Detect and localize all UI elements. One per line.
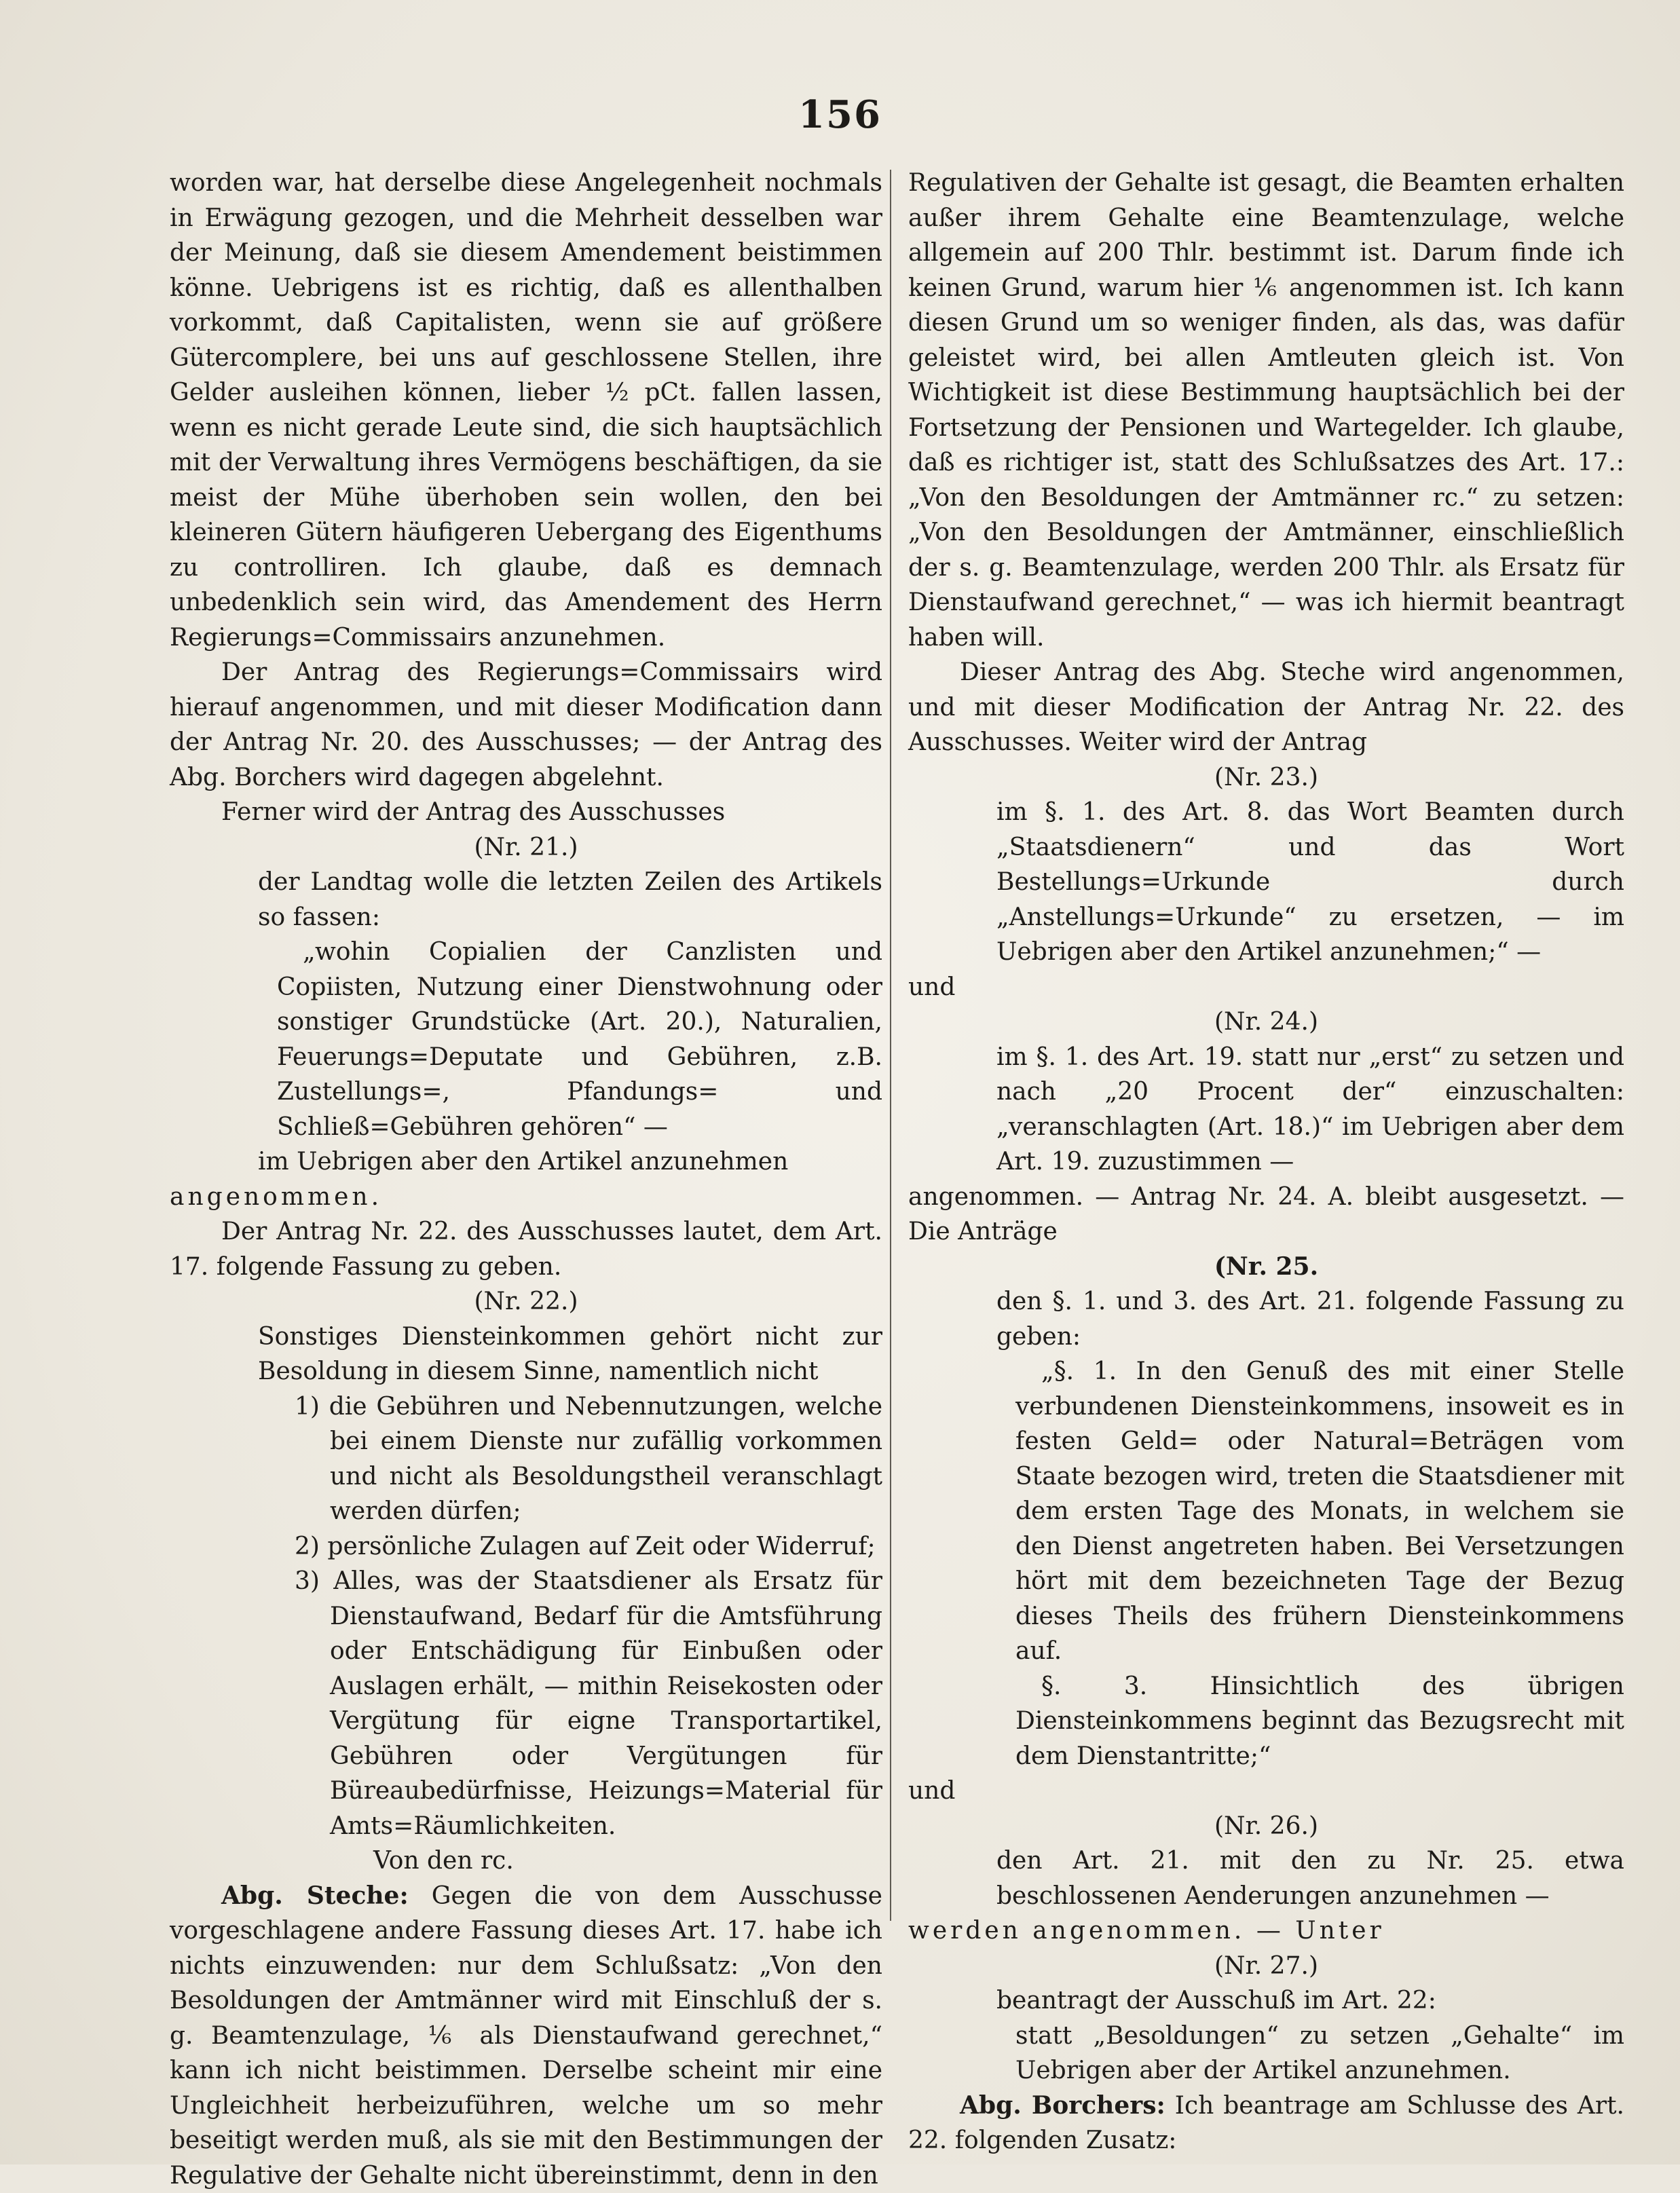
right-paragraph-12: werden angenommen. — Unter bbox=[908, 1913, 1624, 1949]
right-paragraph-14: statt „Besoldungen“ zu setzen „Gehalte“ im Uebrigen aber der Artikel anzunehmen. bbox=[908, 2019, 1624, 2088]
left-quote-paragraph: „wohin Copialien der Canzlisten und Copiisten, Nutzung einer Dienstwohnung oder sonstiger Grundstücke (Art. 20.), Naturalien, Feuerungs=Deputate und Gebühren, z.B. Zustellungs=, Pfandungs= und Schließ=Gebühren gehören“ — bbox=[170, 935, 882, 1144]
left-paragraph-1: worden war, hat derselbe diese Angelegenheit nochmals in Erwägung gezogen, und die Mehrheit desselben war der Meinung, daß sie diesem Amendement beistimmen könne. Uebrigens ist es richtig, daß es allenthalben vorkommt, daß Capitalisten, wenn sie auf größere Gütercomplere, bei uns auf geschlossene Stellen, ihre Gelder ausleihen können, lieber ½ pCt. fallen lassen, wenn es nicht gerade Leute sind, die sich hauptsächlich mit der Verwaltung ihres Vermögens beschäftigen, da sie meist der Mühe überhoben sein wollen, den bei kleineren Gütern häufigeren Uebergang des Eigenthums zu controlliren. Ich glaube, daß es demnach unbedenklich sein wird, das Amendement des Herrn Regierungs=Commissairs anzunehmen. bbox=[170, 166, 882, 655]
right-number-heading-24: (Nr. 24.) bbox=[908, 1005, 1624, 1040]
left-paragraph-8: Der Antrag Nr. 22. des Ausschusses lautet, dem Art. 17. folgende Fassung zu geben. bbox=[170, 1214, 882, 1284]
left-paragraph-6: im Uebrigen aber den Artikel anzunehmen bbox=[170, 1144, 882, 1180]
left-paragraph-11 bbox=[170, 1879, 882, 2193]
right-paragraph-7: den §. 1. und 3. des Art. 21. folgende Fassung zu geben: bbox=[908, 1284, 1624, 1354]
left-paragraph-3: Ferner wird der Antrag des Ausschusses bbox=[170, 795, 882, 830]
left-number-heading-22: (Nr. 22.) bbox=[170, 1284, 882, 1319]
right-paragraph-2: Dieser Antrag des Abg. Steche wird angenommen, und mit dieser Modification der Antrag Nr. 22. des Ausschusses. Weiter wird der Antrag bbox=[908, 655, 1624, 760]
right-column bbox=[908, 166, 1624, 2158]
speaker-steche: Abg. Steche: bbox=[221, 1881, 409, 1910]
right-paragraph-10: und bbox=[908, 1774, 1624, 1809]
right-paragraph-6: angenommen. — Antrag Nr. 24. A. bleibt ausgesetzt. — Die Anträge bbox=[908, 1180, 1624, 1250]
right-paragraph-1: Regulativen der Gehalte ist gesagt, die Beamten erhalten außer ihrem Gehalte eine Beamtenzulage, welche allgemein auf 200 Thlr. bestimmt ist. Darum finde ich keinen Grund, warum hier ⅙ angenommen ist. Ich kann diesen Grund um so weniger finden, als das, was dafür geleistet wird, bei allen Amtleuten gleich ist. Von Wichtigkeit ist diese Bestimmung hauptsächlich bei der Fortsetzung der Pensionen und Wartegelder. Ich glaube, daß es richtiger ist, statt des Schlußsatzes des Art. 17.: „Von den Besoldungen der Amtmänner rc.“ zu setzen: „Von den Besoldungen der Amtmänner, einschließlich der s. g. Beamtenzulage, werden 200 Thlr. als Ersatz für Dienstaufwand gerechnet,“ — was ich hiermit beantragt haben will. bbox=[908, 166, 1624, 655]
left-list-item-1: 1) die Gebühren und Nebennutzungen, welche bei einem Dienste nur zufällig vorkommen und nicht als Besoldungstheil veranschlagt werden dürfen; bbox=[170, 1389, 882, 1529]
right-quote-paragraph-1: „§. 1. In den Genuß des mit einer Stelle verbundenen Diensteinkommens, insoweit es in festen Geld= oder Natural=Beträgen vom Staate bezogen wird, treten die Staatsdiener mit dem ersten Tage des Monats, in welchem sie den Dienst angetreten haben. Bei Versetzungen hört mit dem bezeichneten Tage der Bezug dieses Theils des frühern Diensteinkommens auf. bbox=[908, 1354, 1624, 1669]
speaker-borchers-text: Ich beantrage am Schlusse des Art. 22. folgenden Zusatz: bbox=[908, 2092, 1624, 2155]
column-divider bbox=[890, 170, 891, 1921]
right-paragraph-11: den Art. 21. mit den zu Nr. 25. etwa beschlossenen Aenderungen anzunehmen — bbox=[908, 1843, 1624, 1913]
left-paragraph-4: der Landtag wolle die letzten Zeilen des Artikels so fassen: bbox=[170, 865, 882, 935]
right-quote-paragraph-2: §. 3. Hinsichtlich des übrigen Diensteinkommens beginnt das Bezugsrecht mit dem Dienstantritte;“ bbox=[908, 1669, 1624, 1774]
right-paragraph-5: im §. 1. des Art. 19. statt nur „erst“ zu setzen und nach „20 Procent der“ einzuschalten: „veranschlagten (Art. 18.)“ im Uebrigen aber dem Art. 19. zuzustimmen — bbox=[908, 1040, 1624, 1180]
left-number-heading-21: (Nr. 21.) bbox=[170, 830, 882, 865]
left-paragraph-2: Der Antrag des Regierungs=Commissairs wird hierauf angenommen, und mit dieser Modification dann der Antrag Nr. 20. des Ausschusses; — der Antrag des Abg. Borchers wird dagegen abgelehnt. bbox=[170, 655, 882, 795]
left-paragraph-10: Von den rc. bbox=[170, 1843, 882, 1879]
right-paragraph-15 bbox=[908, 2088, 1624, 2158]
page-number: 156 bbox=[0, 92, 1680, 137]
left-list-item-2: 2) persönliche Zulagen auf Zeit oder Widerruf; bbox=[170, 1529, 882, 1564]
right-number-heading-25: (Nr. 25. bbox=[908, 1250, 1624, 1285]
right-number-heading-23: (Nr. 23.) bbox=[908, 760, 1624, 795]
left-paragraph-9: Sonstiges Diensteinkommen gehört nicht zur Besoldung in diesem Sinne, namentlich nicht bbox=[170, 1319, 882, 1389]
left-column bbox=[170, 166, 882, 2193]
speaker-steche-text: Gegen die von dem Ausschusse vorgeschlagene andere Fassung dieses Art. 17. habe ich nichts einzuwenden: nur dem Schlußsatz: „Von den Besoldungen der Amtmänner wird mit Einschluß der s. g. Beamtenzulage, ⅙ als Dienstaufwand gerechnet,“ kann ich nicht beistimmen. Derselbe scheint mir eine Ungleichheit herbeizuführen, welche um so mehr beseitigt werden muß, als sie mit den Bestimmungen der Regulative der Gehalte nicht übereinstimmt, denn in den bbox=[170, 1882, 882, 2190]
right-number-heading-26: (Nr. 26.) bbox=[908, 1809, 1624, 1844]
left-list-item-3: 3) Alles, was der Staatsdiener als Ersatz für Dienstaufwand, Bedarf für die Amtsführung oder Entschädigung für Einbußen oder Auslagen erhält, — mithin Reisekosten oder Vergütung für eigne Transportartikel, Gebühren oder Vergütungen für Büreaubedürfnisse, Heizungs=Material für Amts=Räumlichkeiten. bbox=[170, 1564, 882, 1843]
right-paragraph-13: beantragt der Ausschuß im Art. 22: bbox=[908, 1983, 1624, 2019]
left-paragraph-7: angenommen. bbox=[170, 1180, 882, 1215]
speaker-borchers: Abg. Borchers: bbox=[960, 2091, 1165, 2120]
right-paragraph-4: und bbox=[908, 970, 1624, 1005]
right-number-heading-27: (Nr. 27.) bbox=[908, 1949, 1624, 1984]
right-paragraph-3: im §. 1. des Art. 8. das Wort Beamten durch „Staatsdienern“ und das Wort Bestellungs=Urkunde durch „Anstellungs=Urkunde“ zu ersetzen, — im Uebrigen aber den Artikel anzunehmen;“ — bbox=[908, 795, 1624, 970]
